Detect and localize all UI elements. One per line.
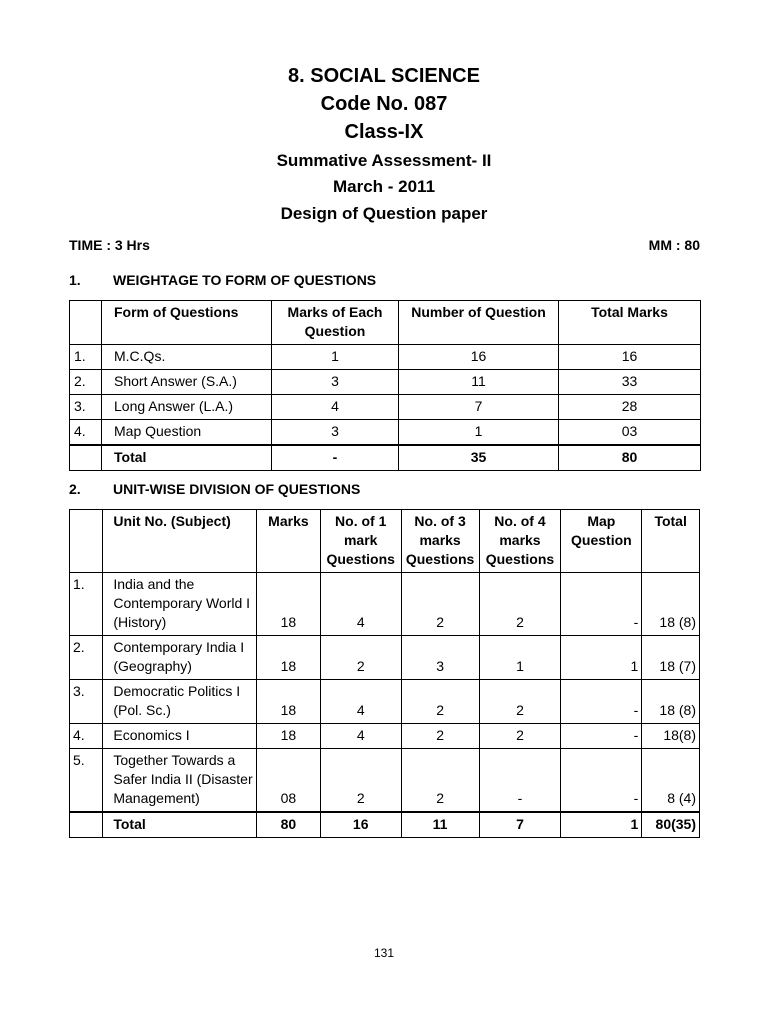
table-row: [70, 573, 700, 636]
table-header-cell: Number of Question: [399, 301, 559, 345]
row-marks: 1: [272, 345, 399, 370]
subject-title: 8. SOCIAL SCIENCE: [288, 65, 480, 87]
row-q1: 2: [320, 749, 401, 813]
class-label: Class-IX: [344, 121, 424, 143]
table-row: [70, 749, 700, 813]
row-q4: 2: [479, 573, 561, 636]
row-number: 16: [399, 345, 559, 370]
row-unit: India and the Contemporary World I (History): [103, 573, 257, 636]
table-header-cell: No. of 1 mark Questions: [320, 510, 401, 573]
row-number: 11: [399, 370, 559, 395]
row-marks: 3: [272, 420, 399, 446]
row-number: 7: [399, 395, 559, 420]
row-marks: 18: [257, 573, 321, 636]
row-serial: 3.: [70, 395, 102, 420]
table-header-cell: [70, 510, 103, 573]
row-q3: 2: [401, 573, 479, 636]
table-header-cell: [70, 301, 102, 345]
row-map: -: [561, 680, 642, 724]
row-unit: Together Towards a Safer India II (Disaster Management): [103, 749, 257, 813]
total-serial: [70, 812, 103, 838]
max-marks-label: MM : 80: [648, 237, 700, 253]
row-serial: 3.: [70, 680, 103, 724]
table-header-cell: Marks: [257, 510, 321, 573]
total-serial: [70, 445, 102, 471]
row-serial: 2.: [70, 370, 102, 395]
unit-division-table: [69, 509, 700, 838]
row-unit: Economics I: [103, 724, 257, 749]
row-form: Long Answer (L.A.): [102, 395, 272, 420]
table-header-row: [70, 301, 701, 345]
row-q1: 4: [320, 724, 401, 749]
row-serial: 5.: [70, 749, 103, 813]
section2-heading: UNIT-WISE DIVISION OF QUESTIONS: [113, 481, 361, 497]
row-q3: 2: [401, 724, 479, 749]
row-marks: 18: [257, 724, 321, 749]
row-serial: 2.: [70, 636, 103, 680]
total-label: Total: [103, 812, 257, 838]
row-map: -: [561, 749, 642, 813]
table-header-cell: Form of Questions: [102, 301, 272, 345]
table-header-cell: Marks of Each Question: [272, 301, 399, 345]
total-label: Total: [102, 445, 272, 471]
assessment-label: Summative Assessment- II: [276, 151, 492, 170]
row-serial: 1.: [70, 345, 102, 370]
total-q1: 16: [320, 812, 401, 838]
row-q4: -: [479, 749, 561, 813]
code-number: Code No. 087: [320, 93, 448, 115]
row-q4: 2: [479, 680, 561, 724]
row-total: 03: [559, 420, 701, 446]
weightage-table: [69, 300, 701, 471]
table-header-cell: Total: [642, 510, 700, 573]
row-total: 16: [559, 345, 701, 370]
total-marks: -: [272, 445, 399, 471]
row-marks: 18: [257, 636, 321, 680]
total-total: 80(35): [642, 812, 700, 838]
total-q3: 11: [401, 812, 479, 838]
row-serial: 4.: [70, 420, 102, 446]
row-marks: 18: [257, 680, 321, 724]
time-marks-line: [69, 237, 700, 253]
row-form: M.C.Qs.: [102, 345, 272, 370]
table-header-cell: No. of 4 marks Questions: [479, 510, 561, 573]
row-total: 18 (8): [642, 680, 700, 724]
row-form: Short Answer (S.A.): [102, 370, 272, 395]
row-q1: 4: [320, 680, 401, 724]
row-q3: 2: [401, 749, 479, 813]
time-label: TIME : 3 Hrs: [69, 237, 150, 253]
total-total: 80: [559, 445, 701, 471]
table-total-row: [70, 812, 700, 838]
total-q4: 7: [479, 812, 561, 838]
table-row: [70, 636, 700, 680]
table-total-row: [70, 445, 701, 471]
exam-date: March - 2011: [332, 177, 436, 196]
row-marks: 08: [257, 749, 321, 813]
row-unit: Democratic Politics I (Pol. Sc.): [103, 680, 257, 724]
row-total: 33: [559, 370, 701, 395]
row-marks: 4: [272, 395, 399, 420]
section1-number: 1.: [69, 272, 81, 288]
table-header-cell: Total Marks: [559, 301, 701, 345]
table-row: [70, 724, 700, 749]
row-serial: 4.: [70, 724, 103, 749]
row-total: 18(8): [642, 724, 700, 749]
row-q1: 4: [320, 573, 401, 636]
total-marks: 80: [257, 812, 321, 838]
row-marks: 3: [272, 370, 399, 395]
row-q3: 3: [401, 636, 479, 680]
table-row: [70, 420, 701, 446]
row-unit: Contemporary India I (Geography): [103, 636, 257, 680]
section2-title: [69, 481, 360, 497]
table-header-cell: Unit No. (Subject): [103, 510, 257, 573]
row-form: Map Question: [102, 420, 272, 446]
row-number: 1: [399, 420, 559, 446]
paper-design-title: Design of Question paper: [280, 204, 488, 223]
row-total: 18 (8): [642, 573, 700, 636]
row-map: -: [561, 724, 642, 749]
table-row: [70, 680, 700, 724]
row-q1: 2: [320, 636, 401, 680]
row-q4: 2: [479, 724, 561, 749]
section1-heading: WEIGHTAGE TO FORM OF QUESTIONS: [113, 272, 377, 288]
table-row: [70, 395, 701, 420]
section2-number: 2.: [69, 481, 81, 497]
table-row: [70, 370, 701, 395]
row-total: 18 (7): [642, 636, 700, 680]
section1-title: [69, 272, 376, 288]
page-number: 131: [373, 946, 395, 960]
row-q3: 2: [401, 680, 479, 724]
total-number: 35: [399, 445, 559, 471]
row-total: 28: [559, 395, 701, 420]
table-header-cell: Map Question: [561, 510, 642, 573]
table-header-cell: No. of 3 marks Questions: [401, 510, 479, 573]
table-header-row: [70, 510, 700, 573]
table-row: [70, 345, 701, 370]
row-total: 8 (4): [642, 749, 700, 813]
row-map: -: [561, 573, 642, 636]
row-serial: 1.: [70, 573, 103, 636]
total-map: 1: [561, 812, 642, 838]
row-map: 1: [561, 636, 642, 680]
row-q4: 1: [479, 636, 561, 680]
